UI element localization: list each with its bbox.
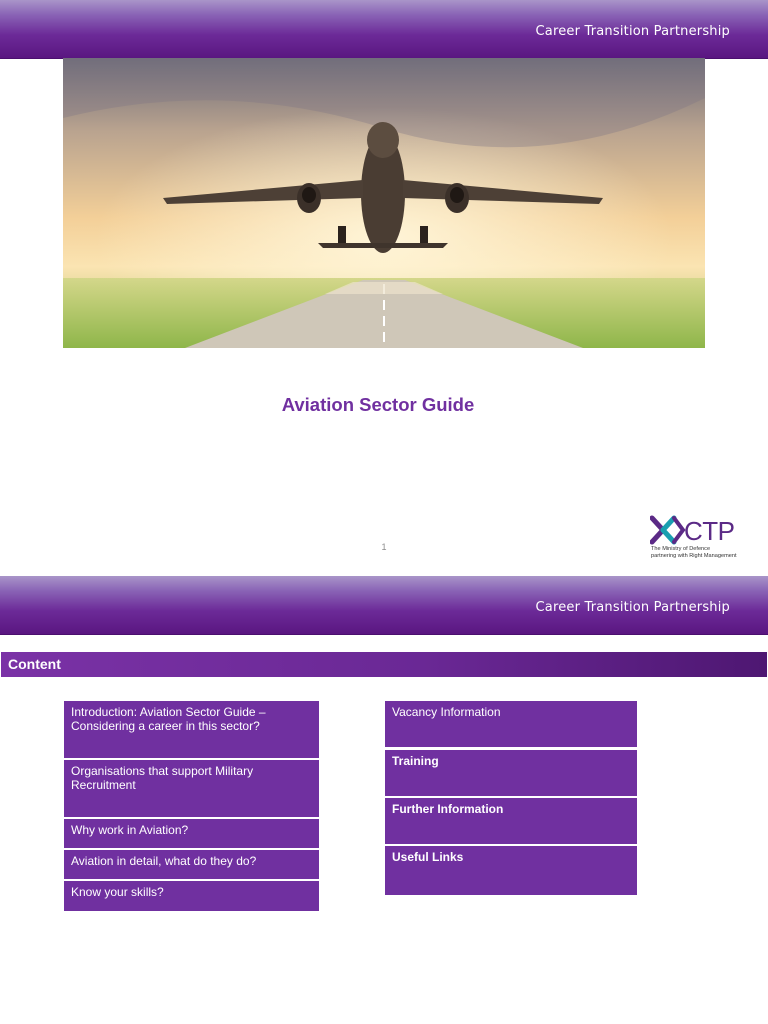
airplane-icon <box>63 58 705 348</box>
section-header <box>1 652 767 677</box>
header-banner <box>0 0 768 59</box>
content-item-vacancy[interactable]: Vacancy Information <box>385 701 637 747</box>
banner-text: Career Transition Partnership <box>535 24 730 39</box>
content-item-introduction[interactable]: Introduction: Aviation Sector Guide – Considering a career in this sector? <box>64 701 319 758</box>
section-title: Content <box>8 656 61 672</box>
ctp-logo-mark-icon <box>650 515 686 545</box>
logo-text: CTP <box>684 516 735 546</box>
slide-title: Aviation Sector Guide <box>281 394 475 415</box>
content-item-know-skills[interactable]: Know your skills? <box>64 881 319 911</box>
logo-tagline-2: partnering with Right Management <box>651 553 737 559</box>
content-item-training[interactable]: Training <box>385 750 637 796</box>
slide-2 <box>0 576 768 1024</box>
ctp-logo <box>650 515 760 563</box>
airplane-photo <box>63 58 705 348</box>
content-item-aviation-detail[interactable]: Aviation in detail, what do they do? <box>64 850 319 879</box>
content-item-why-work[interactable]: Why work in Aviation? <box>64 819 319 848</box>
header-banner <box>0 576 768 635</box>
content-item-organisations[interactable]: Organisations that support Military Recruitment <box>64 760 319 817</box>
page-number: 1 <box>381 542 387 552</box>
banner-text: Career Transition Partnership <box>535 600 730 615</box>
logo-tagline-1: The Ministry of Defence <box>651 546 711 552</box>
content-item-useful-links[interactable]: Useful Links <box>385 846 637 895</box>
content-item-further-info[interactable]: Further Information <box>385 798 637 844</box>
